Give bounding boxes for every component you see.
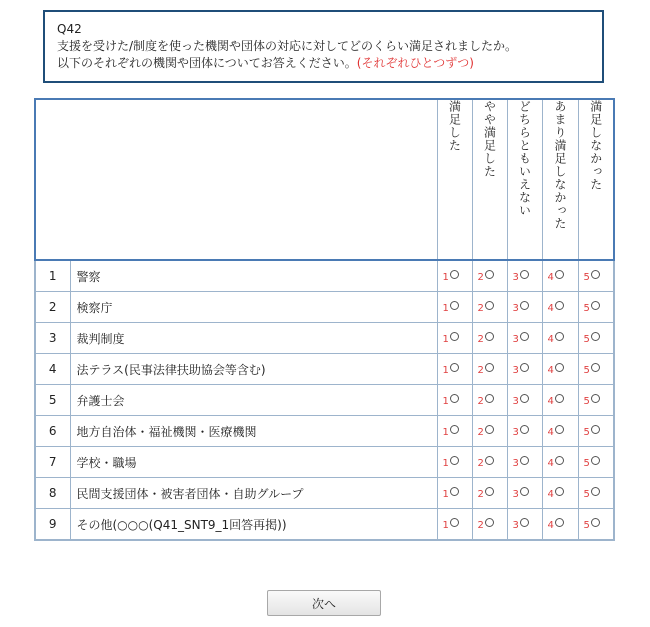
radio-number: 2 bbox=[477, 302, 484, 314]
row-number: 9 bbox=[35, 509, 70, 541]
radio-number: 3 bbox=[512, 519, 519, 531]
radio-number: 2 bbox=[477, 519, 484, 531]
radio-option[interactable] bbox=[507, 478, 542, 509]
row-label: 学校・職場 bbox=[70, 447, 437, 478]
radio-button[interactable] bbox=[555, 456, 564, 465]
option-header-1: 満足した bbox=[437, 99, 472, 260]
radio-option[interactable] bbox=[507, 385, 542, 416]
row-label: 民間支援団体・被害者団体・自助グループ bbox=[70, 478, 437, 509]
radio-number: 5 bbox=[583, 519, 590, 531]
radio-option[interactable] bbox=[578, 447, 614, 478]
radio-number: 5 bbox=[583, 488, 590, 500]
row-number: 6 bbox=[35, 416, 70, 447]
radio-number: 3 bbox=[512, 364, 519, 376]
radio-button[interactable] bbox=[591, 301, 600, 310]
radio-button[interactable] bbox=[520, 425, 529, 434]
radio-option[interactable] bbox=[542, 292, 578, 323]
radio-option[interactable] bbox=[472, 323, 507, 354]
question-text: 支援を受けた/制度を使った機関や団体の対応に対してどのくらい満足されましたか。 bbox=[57, 39, 518, 53]
option-header-5: 満足しなかった bbox=[578, 99, 614, 260]
radio-number: 2 bbox=[477, 457, 484, 469]
radio-option[interactable] bbox=[507, 416, 542, 447]
radio-option[interactable] bbox=[542, 385, 578, 416]
radio-button[interactable] bbox=[520, 394, 529, 403]
radio-option[interactable] bbox=[437, 416, 472, 447]
radio-button[interactable] bbox=[520, 518, 529, 527]
radio-button[interactable] bbox=[450, 270, 459, 279]
row-number: 2 bbox=[35, 292, 70, 323]
radio-option[interactable] bbox=[437, 260, 472, 292]
radio-option[interactable] bbox=[542, 509, 578, 541]
radio-option[interactable] bbox=[472, 354, 507, 385]
radio-number: 5 bbox=[583, 302, 590, 314]
radio-option[interactable] bbox=[437, 354, 472, 385]
radio-option[interactable] bbox=[542, 478, 578, 509]
radio-option[interactable] bbox=[578, 323, 614, 354]
radio-option[interactable] bbox=[507, 292, 542, 323]
radio-number: 3 bbox=[512, 457, 519, 469]
radio-option[interactable] bbox=[578, 416, 614, 447]
radio-number: 4 bbox=[547, 519, 554, 531]
radio-button[interactable] bbox=[591, 425, 600, 434]
radio-button[interactable] bbox=[485, 394, 494, 403]
radio-number: 4 bbox=[547, 457, 554, 469]
radio-number: 5 bbox=[583, 364, 590, 376]
radio-number: 2 bbox=[477, 364, 484, 376]
radio-number: 5 bbox=[583, 395, 590, 407]
radio-number: 1 bbox=[442, 302, 449, 314]
radio-button[interactable] bbox=[591, 394, 600, 403]
radio-button[interactable] bbox=[520, 456, 529, 465]
radio-number: 3 bbox=[512, 271, 519, 283]
table-row bbox=[35, 292, 614, 323]
table-row bbox=[35, 385, 614, 416]
radio-button[interactable] bbox=[555, 363, 564, 372]
row-label: 検察庁 bbox=[70, 292, 437, 323]
radio-button[interactable] bbox=[485, 518, 494, 527]
radio-number: 4 bbox=[547, 333, 554, 345]
radio-number: 1 bbox=[442, 519, 449, 531]
radio-button[interactable] bbox=[485, 456, 494, 465]
row-label: 地方自治体・福祉機関・医療機関 bbox=[70, 416, 437, 447]
radio-option[interactable] bbox=[507, 323, 542, 354]
row-label: その他(○○○(Q41_SNT9_1回答再掲)) bbox=[70, 509, 437, 541]
radio-button[interactable] bbox=[520, 363, 529, 372]
option-header-4: あまり満足しなかった bbox=[542, 99, 578, 260]
radio-number: 2 bbox=[477, 395, 484, 407]
radio-number: 3 bbox=[512, 302, 519, 314]
radio-option[interactable] bbox=[507, 509, 542, 541]
row-label: 弁護士会 bbox=[70, 385, 437, 416]
radio-number: 2 bbox=[477, 271, 484, 283]
radio-option[interactable] bbox=[507, 447, 542, 478]
radio-button[interactable] bbox=[485, 487, 494, 496]
radio-button[interactable] bbox=[450, 332, 459, 341]
radio-number: 1 bbox=[442, 395, 449, 407]
radio-number: 2 bbox=[477, 488, 484, 500]
table-row bbox=[35, 478, 614, 509]
radio-number: 1 bbox=[442, 426, 449, 438]
radio-button[interactable] bbox=[591, 456, 600, 465]
radio-number: 3 bbox=[512, 488, 519, 500]
radio-button[interactable] bbox=[450, 487, 459, 496]
question-instruction-text: 以下のそれぞれの機関や団体についてお答えください。 bbox=[57, 56, 357, 70]
radio-button[interactable] bbox=[450, 518, 459, 527]
radio-option[interactable] bbox=[542, 416, 578, 447]
radio-option[interactable] bbox=[472, 292, 507, 323]
radio-option[interactable] bbox=[437, 385, 472, 416]
radio-number: 5 bbox=[583, 271, 590, 283]
row-label: 警察 bbox=[70, 260, 437, 292]
radio-number: 1 bbox=[442, 333, 449, 345]
radio-button[interactable] bbox=[520, 332, 529, 341]
radio-button[interactable] bbox=[450, 456, 459, 465]
radio-button[interactable] bbox=[555, 270, 564, 279]
radio-number: 2 bbox=[477, 333, 484, 345]
radio-button[interactable] bbox=[485, 363, 494, 372]
radio-number: 2 bbox=[477, 426, 484, 438]
radio-number: 4 bbox=[547, 302, 554, 314]
table-row bbox=[35, 323, 614, 354]
matrix-table bbox=[34, 98, 615, 541]
radio-option[interactable] bbox=[578, 354, 614, 385]
radio-option[interactable] bbox=[542, 323, 578, 354]
radio-number: 5 bbox=[583, 333, 590, 345]
header-blank bbox=[35, 99, 437, 260]
table-row bbox=[35, 416, 614, 447]
radio-number: 4 bbox=[547, 426, 554, 438]
radio-number: 1 bbox=[442, 364, 449, 376]
radio-number: 3 bbox=[512, 395, 519, 407]
radio-option[interactable] bbox=[437, 447, 472, 478]
radio-option[interactable] bbox=[542, 260, 578, 292]
radio-button[interactable] bbox=[520, 270, 529, 279]
radio-number: 4 bbox=[547, 488, 554, 500]
row-number: 5 bbox=[35, 385, 70, 416]
radio-option[interactable] bbox=[578, 292, 614, 323]
radio-button[interactable] bbox=[450, 301, 459, 310]
radio-button[interactable] bbox=[450, 394, 459, 403]
radio-option[interactable] bbox=[578, 385, 614, 416]
radio-option[interactable] bbox=[472, 416, 507, 447]
radio-number: 3 bbox=[512, 426, 519, 438]
radio-button[interactable] bbox=[555, 425, 564, 434]
radio-button[interactable] bbox=[450, 425, 459, 434]
radio-option[interactable] bbox=[578, 478, 614, 509]
radio-button[interactable] bbox=[450, 363, 459, 372]
question-id: Q42 bbox=[57, 22, 82, 36]
next-button[interactable]: 次へ bbox=[267, 590, 381, 616]
radio-button[interactable] bbox=[485, 301, 494, 310]
radio-button[interactable] bbox=[555, 394, 564, 403]
radio-option[interactable] bbox=[437, 292, 472, 323]
radio-number: 4 bbox=[547, 395, 554, 407]
radio-option[interactable] bbox=[472, 447, 507, 478]
radio-button[interactable] bbox=[555, 332, 564, 341]
radio-button[interactable] bbox=[520, 301, 529, 310]
row-number: 1 bbox=[35, 260, 70, 292]
row-number: 4 bbox=[35, 354, 70, 385]
row-number: 7 bbox=[35, 447, 70, 478]
question-instruction bbox=[57, 55, 593, 72]
radio-option[interactable] bbox=[472, 385, 507, 416]
matrix-header bbox=[35, 99, 614, 260]
radio-button[interactable] bbox=[591, 518, 600, 527]
radio-button[interactable] bbox=[555, 518, 564, 527]
question-box bbox=[43, 10, 604, 83]
question-note: (それぞれひとつずつ) bbox=[356, 56, 474, 70]
radio-number: 4 bbox=[547, 271, 554, 283]
radio-button[interactable] bbox=[520, 487, 529, 496]
radio-button[interactable] bbox=[591, 332, 600, 341]
radio-button[interactable] bbox=[591, 363, 600, 372]
radio-button[interactable] bbox=[485, 425, 494, 434]
radio-number: 1 bbox=[442, 271, 449, 283]
radio-button[interactable] bbox=[591, 270, 600, 279]
radio-option[interactable] bbox=[437, 509, 472, 541]
radio-option[interactable] bbox=[472, 478, 507, 509]
option-header-2: やや満足した bbox=[472, 99, 507, 260]
radio-number: 4 bbox=[547, 364, 554, 376]
row-label: 法テラス(民事法律扶助協会等含む) bbox=[70, 354, 437, 385]
radio-button[interactable] bbox=[555, 487, 564, 496]
radio-option[interactable] bbox=[542, 354, 578, 385]
radio-button[interactable] bbox=[485, 332, 494, 341]
radio-option[interactable] bbox=[578, 509, 614, 541]
table-row bbox=[35, 354, 614, 385]
radio-option[interactable] bbox=[437, 478, 472, 509]
radio-option[interactable] bbox=[437, 323, 472, 354]
radio-number: 5 bbox=[583, 457, 590, 469]
radio-number: 1 bbox=[442, 457, 449, 469]
radio-button[interactable] bbox=[485, 270, 494, 279]
row-number: 8 bbox=[35, 478, 70, 509]
table-row bbox=[35, 260, 614, 292]
radio-number: 3 bbox=[512, 333, 519, 345]
row-label: 裁判制度 bbox=[70, 323, 437, 354]
radio-number: 1 bbox=[442, 488, 449, 500]
table-row bbox=[35, 509, 614, 541]
radio-button[interactable] bbox=[555, 301, 564, 310]
row-number: 3 bbox=[35, 323, 70, 354]
radio-option[interactable] bbox=[507, 354, 542, 385]
radio-option[interactable] bbox=[507, 260, 542, 292]
radio-option[interactable] bbox=[542, 447, 578, 478]
radio-number: 5 bbox=[583, 426, 590, 438]
radio-option[interactable] bbox=[472, 260, 507, 292]
table-row bbox=[35, 447, 614, 478]
radio-option[interactable] bbox=[472, 509, 507, 541]
radio-option[interactable] bbox=[578, 260, 614, 292]
radio-button[interactable] bbox=[591, 487, 600, 496]
option-header-3: どちらともいえない bbox=[507, 99, 542, 260]
